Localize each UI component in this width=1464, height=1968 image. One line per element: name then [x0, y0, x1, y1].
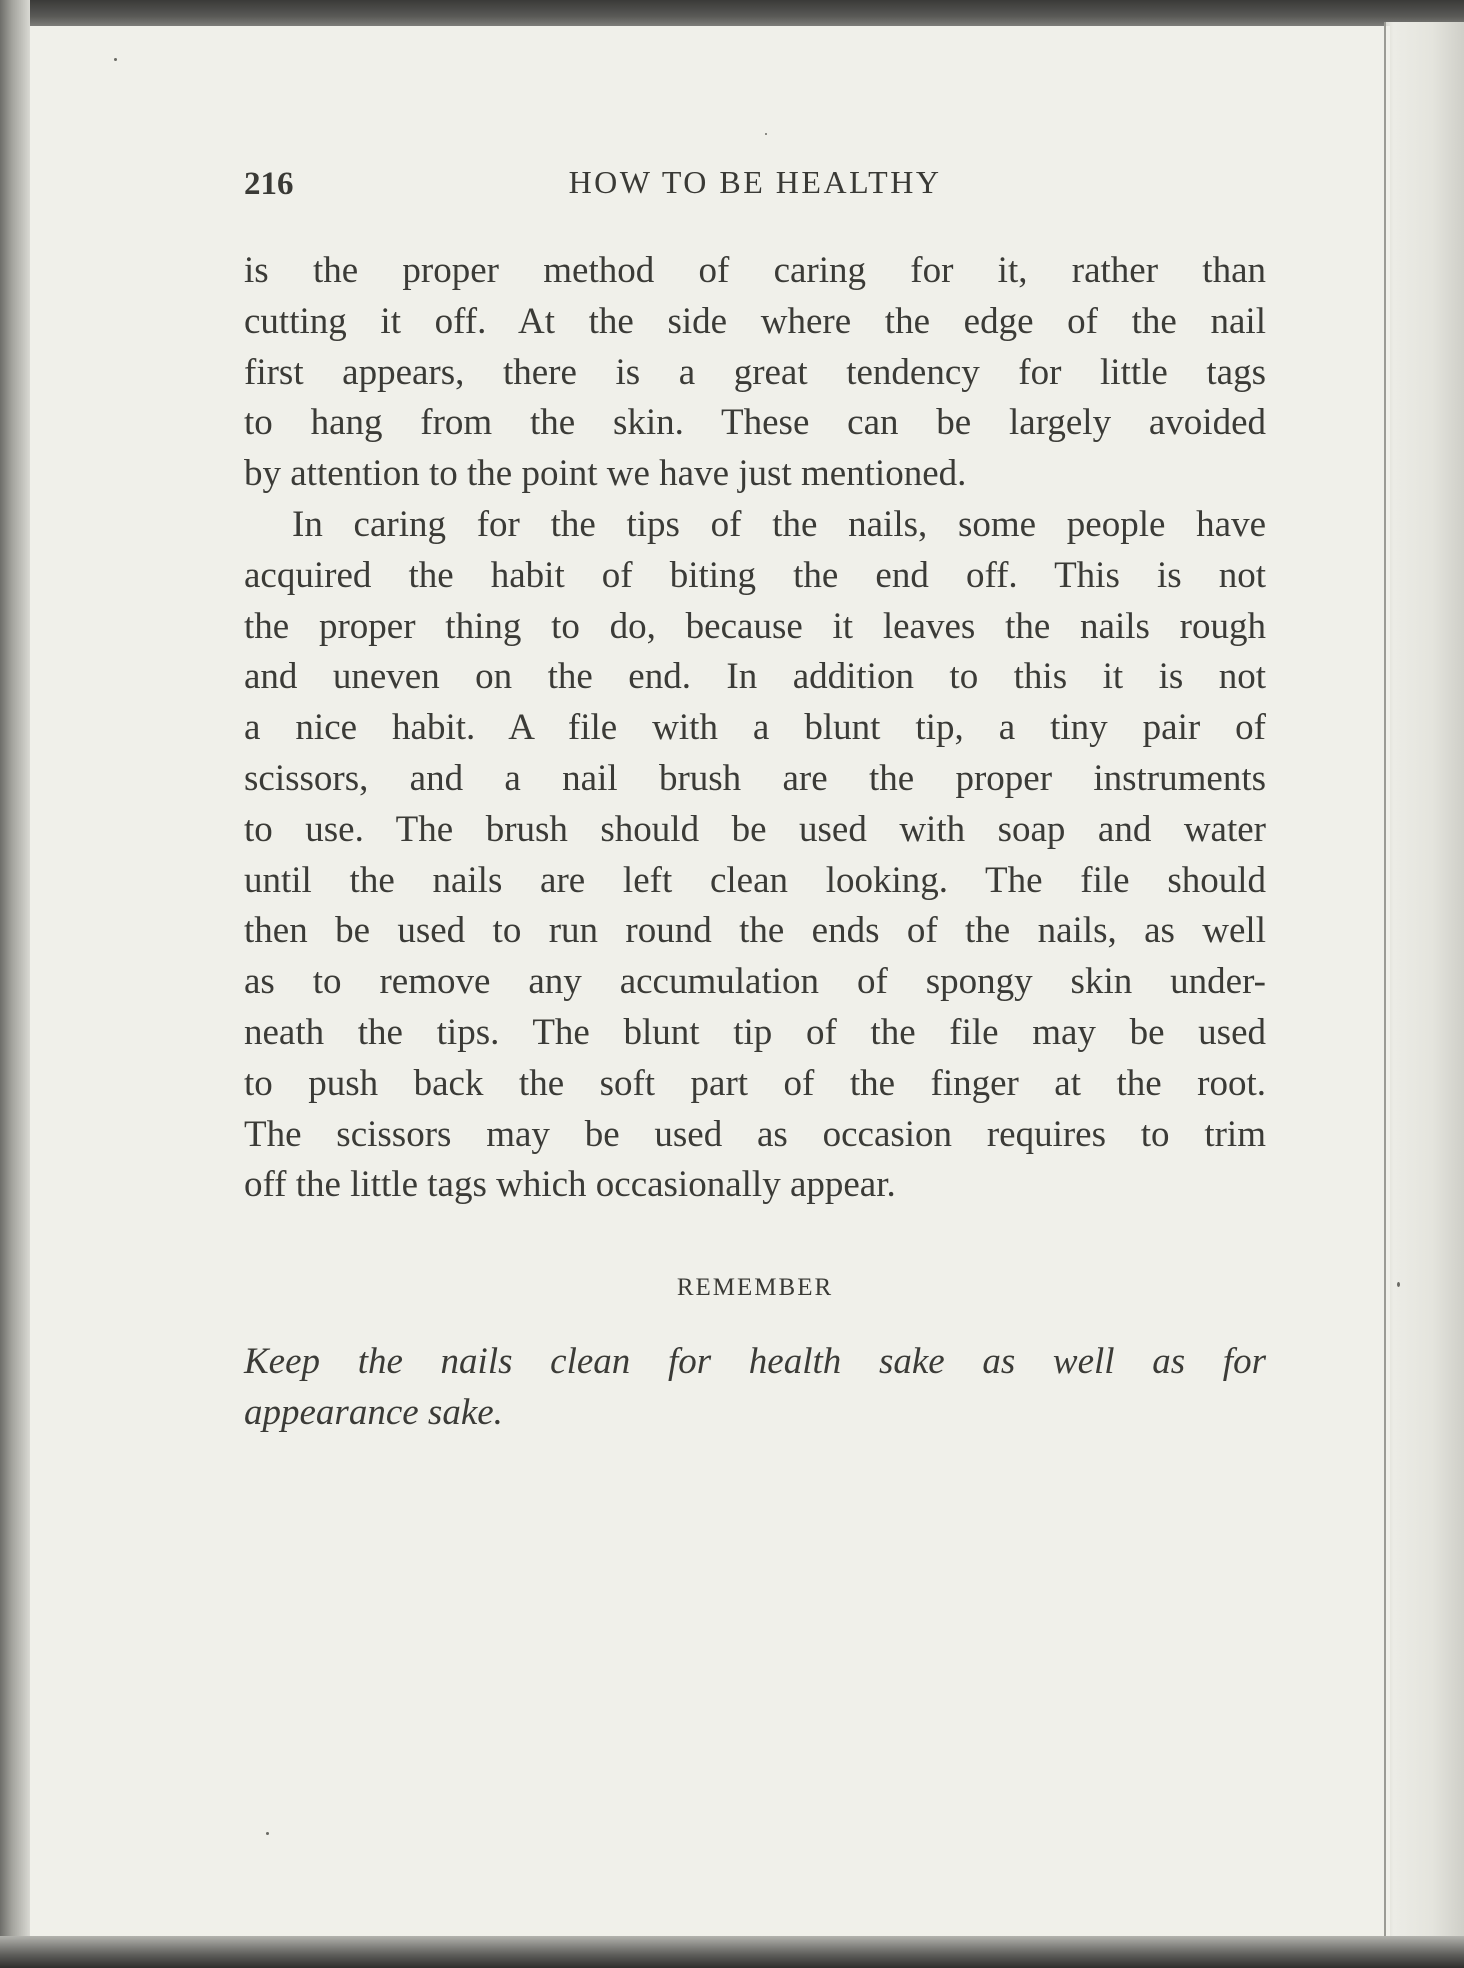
scan-speck	[1397, 1282, 1400, 1287]
text-line: until the nails are left clean looking. The file should	[244, 859, 1266, 901]
text-line: is the proper method of caring for it, rather than	[244, 250, 1266, 291]
page-gutter-line	[1384, 22, 1386, 1942]
scan-speck	[266, 1832, 269, 1835]
text-line: to push back the soft part of the finger at the root.	[244, 1062, 1266, 1104]
running-title: HOW TO BE HEALTHY	[568, 164, 942, 200]
text-line: to use. The brush should be used with soap and water	[244, 808, 1266, 850]
text-line: first appears, there is a great tendency for little tags	[244, 351, 1266, 393]
text-line: then be used to run round the ends of the nails, as well	[244, 910, 1266, 952]
text-line: In caring for the tips of the nails, some people have	[292, 503, 1266, 545]
scan-speck	[114, 58, 117, 61]
paragraph-2	[244, 500, 1266, 1211]
text-line: cutting it off. At the side where the edge of the nail	[244, 300, 1266, 342]
scan-bottom-shadow	[0, 1936, 1464, 1968]
text-line: the proper thing to do, because it leaves the nails rough	[244, 605, 1266, 647]
book-spine-edge	[0, 0, 30, 1968]
text-line: The scissors may be used as occasion requires to trim	[244, 1113, 1266, 1155]
remember-heading: REMEMBER	[676, 1274, 834, 1301]
text-line: a nice habit. A file with a blunt tip, a tiny pair of	[244, 707, 1266, 749]
text-line: and uneven on the end. In addition to this it is not	[244, 656, 1266, 698]
remember-line: appearance sake.	[244, 1391, 503, 1433]
text-line: scissors, and a nail brush are the proper instruments	[244, 757, 1266, 799]
remember-line: Keep the nails clean for health sake as well as for	[244, 1341, 1266, 1382]
remember-text	[244, 1336, 1266, 1438]
text-line: off the little tags which occasionally appear.	[244, 1164, 896, 1206]
paragraph-1	[244, 246, 1266, 500]
text-line: as to remove any accumulation of spongy skin under-	[244, 961, 1266, 1003]
scan-speck	[765, 133, 767, 135]
text-line: acquired the habit of biting the end off. This is not	[244, 554, 1266, 596]
text-line: neath the tips. The blunt tip of the file may be used	[244, 1011, 1266, 1053]
running-head	[244, 160, 1266, 212]
facing-page-edge	[1384, 22, 1464, 1942]
text-line: to hang from the skin. These can be largely avoided	[244, 402, 1266, 444]
page-number: 216	[244, 166, 294, 202]
text-line: by attention to the point we have just mentioned.	[244, 453, 967, 495]
body-text	[244, 246, 1266, 1211]
